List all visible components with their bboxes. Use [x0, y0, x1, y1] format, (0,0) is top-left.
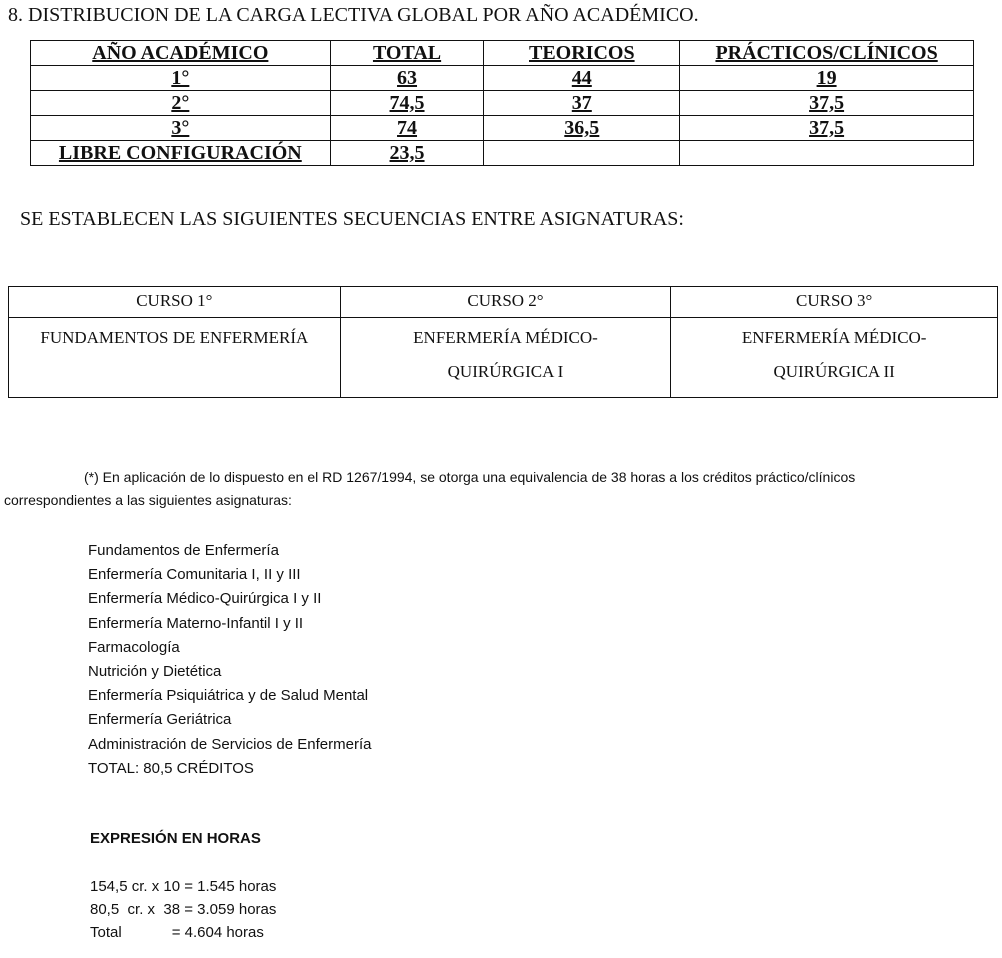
column-header: TOTAL	[330, 41, 484, 66]
cell-line: FUNDAMENTOS DE ENFERMERÍA	[40, 328, 309, 347]
cell-line: ENFERMERÍA MÉDICO-	[741, 328, 927, 347]
table-cell: 23,5	[330, 141, 484, 166]
column-header: CURSO 2°	[340, 287, 671, 318]
note-line: (*) En aplicación de lo dispuesto en el RD 1267/1994, se otorga una equivalencia de 38 horas a los créditos práctico/clínicos	[84, 469, 856, 485]
list-item: Enfermería Materno-Infantil I y II	[88, 614, 304, 632]
list-item: Fundamentos de Enfermería	[88, 542, 279, 559]
hours-calculation	[90, 875, 276, 944]
table-cell: 37	[484, 91, 680, 116]
list-item: Enfermería Psiquiátrica y de Salud Mental	[88, 687, 369, 705]
load-distribution-table	[30, 40, 974, 166]
table-cell: 19	[680, 66, 974, 91]
cell-line: QUIRÚRGICA II	[773, 362, 895, 381]
table-row	[31, 66, 974, 91]
note-line: correspondientes a las siguientes asignaturas:	[4, 492, 292, 508]
table-cell	[340, 318, 671, 398]
list-item: Nutrición y Dietética	[88, 663, 222, 681]
table-cell: 1°	[31, 66, 331, 91]
table-cell: 37,5	[680, 116, 974, 141]
cell-line: ENFERMERÍA MÉDICO-	[413, 328, 598, 347]
table-cell	[9, 318, 341, 398]
table-cell: 36,5	[484, 116, 680, 141]
table-cell: 44	[484, 66, 680, 91]
calculation-line: 80,5 cr. x 38 = 3.059 horas	[90, 901, 277, 918]
table-header-row	[31, 41, 974, 66]
equivalence-note	[4, 466, 998, 512]
section-heading: 8. DISTRIBUCION DE LA CARGA LECTIVA GLOBAL POR AÑO ACADÉMICO.	[8, 4, 699, 26]
table-cell: 63	[330, 66, 484, 91]
table-cell	[484, 141, 680, 166]
column-header: AÑO ACADÉMICO	[31, 41, 331, 66]
calculation-line: Total = 4.604 horas	[90, 924, 264, 941]
column-header: PRÁCTICOS/CLÍNICOS	[680, 41, 974, 66]
hours-title: EXPRESIÓN EN HORAS	[90, 830, 261, 847]
list-item: Farmacología	[88, 638, 180, 656]
list-item: Enfermería Geriátrica	[88, 711, 232, 729]
table-cell: 2°	[31, 91, 331, 116]
list-item: Enfermería Médico-Quirúrgica I y II	[88, 590, 322, 608]
table-cell: LIBRE CONFIGURACIÓN	[31, 141, 331, 166]
table-row	[31, 141, 974, 166]
column-header: CURSO 3°	[671, 287, 998, 318]
table-cell	[680, 141, 974, 166]
table-cell: 74,5	[330, 91, 484, 116]
sequences-heading: SE ESTABLECEN LAS SIGUIENTES SECUENCIAS ENTRE ASIGNATURAS:	[20, 208, 684, 230]
calculation-line: 154,5 cr. x 10 = 1.545 horas	[90, 878, 277, 895]
table-cell: 3°	[31, 116, 331, 141]
list-item: Enfermería Comunitaria I, II y III	[88, 566, 301, 584]
table-header-row	[9, 287, 998, 318]
course-sequence-table	[8, 286, 998, 398]
column-header: TEORICOS	[484, 41, 680, 66]
subject-list	[88, 539, 371, 781]
table-row	[31, 116, 974, 141]
cell-line: QUIRÚRGICA I	[447, 362, 564, 381]
column-header: CURSO 1°	[9, 287, 341, 318]
table-row	[31, 91, 974, 116]
table-row	[9, 318, 998, 398]
table-cell: 74	[330, 116, 484, 141]
list-item: TOTAL: 80,5 CRÉDITOS	[88, 759, 254, 777]
table-cell: 37,5	[680, 91, 974, 116]
table-cell	[671, 318, 998, 398]
list-item: Administración de Servicios de Enfermería	[88, 735, 372, 753]
